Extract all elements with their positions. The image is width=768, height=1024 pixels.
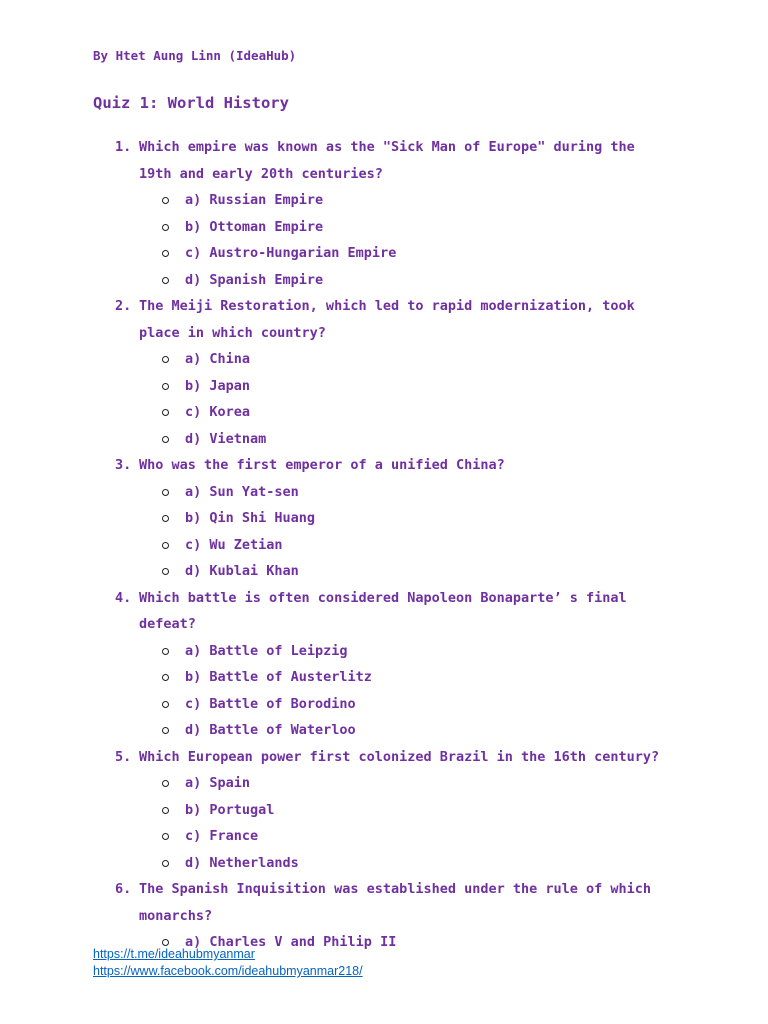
question-number: 1. <box>115 139 132 155</box>
option-list <box>0 770 768 876</box>
circle-bullet-icon <box>162 699 169 706</box>
question-2 <box>0 293 768 452</box>
option-item <box>0 214 768 241</box>
circle-bullet-icon <box>162 831 169 838</box>
option-item <box>0 770 768 797</box>
circle-bullet-icon <box>162 646 169 653</box>
circle-bullet-icon <box>162 275 169 282</box>
option-item <box>0 850 768 877</box>
option-text: d) Netherlands <box>185 854 299 871</box>
question-1 <box>0 134 768 293</box>
circle-bullet-icon <box>162 354 169 361</box>
question-text: Which empire was known as the "Sick Man of Europe" during the 19th and early 20th centuries? <box>139 139 635 182</box>
circle-bullet-icon <box>162 672 169 679</box>
option-text: d) Kublai Khan <box>185 563 299 579</box>
option-item <box>0 638 768 665</box>
circle-bullet-icon <box>162 195 169 202</box>
question-list <box>0 134 768 956</box>
option-text: c) Korea <box>185 404 251 420</box>
circle-bullet-icon <box>162 725 169 732</box>
circle-bullet-icon <box>162 487 169 494</box>
option-list <box>0 638 768 744</box>
option-item <box>0 797 768 824</box>
circle-bullet-icon <box>162 407 169 414</box>
question-number: 2. <box>115 298 132 314</box>
footer-links <box>93 946 363 980</box>
option-list <box>0 187 768 293</box>
question-text: Who was the first emperor of a unified China? <box>139 457 505 473</box>
option-text: a) China <box>185 351 251 367</box>
question-number: 4. <box>115 589 132 606</box>
telegram-link[interactable]: https://t.me/ideahubmyanmar <box>93 947 255 961</box>
option-list <box>0 346 768 452</box>
option-item <box>0 691 768 718</box>
option-item <box>0 823 768 850</box>
option-item <box>0 479 768 506</box>
option-item <box>0 240 768 267</box>
circle-bullet-icon <box>162 381 169 388</box>
option-text: b) Japan <box>185 377 251 394</box>
question-4 <box>0 585 768 744</box>
circle-bullet-icon <box>162 858 169 865</box>
quiz-title: Quiz 1: World History <box>93 94 289 112</box>
question-number: 3. <box>115 457 132 473</box>
option-text: c) France <box>185 828 259 844</box>
option-text: c) Battle of Borodino <box>185 695 356 712</box>
question-6 <box>0 876 768 956</box>
option-item <box>0 187 768 214</box>
question-text: The Meiji Restoration, which led to rapid modernization, took place in which country? <box>139 298 635 341</box>
circle-bullet-icon <box>162 222 169 229</box>
question-number: 6. <box>115 881 132 897</box>
option-text: b) Qin Shi Huang <box>185 510 316 526</box>
question-3 <box>0 452 768 585</box>
circle-bullet-icon <box>162 513 169 520</box>
option-item <box>0 426 768 453</box>
question-text: The Spanish Inquisition was established under the rule of which monarchs? <box>139 881 652 924</box>
option-text: b) Battle of Austerlitz <box>185 669 372 685</box>
option-text: a) Spain <box>185 775 251 791</box>
option-text: c) Austro-Hungarian Empire <box>185 245 397 261</box>
option-text: a) Sun Yat-sen <box>185 483 299 500</box>
option-item <box>0 505 768 532</box>
circle-bullet-icon <box>162 805 169 812</box>
option-text: b) Ottoman Empire <box>185 218 324 235</box>
option-item <box>0 373 768 400</box>
option-item <box>0 558 768 585</box>
option-item <box>0 346 768 373</box>
facebook-link[interactable]: https://www.facebook.com/ideahubmyanmar218/ <box>93 964 363 978</box>
option-text: d) Spanish Empire <box>185 271 324 288</box>
option-list <box>0 479 768 585</box>
option-item <box>0 717 768 744</box>
option-text: a) Russian Empire <box>185 192 324 208</box>
option-item <box>0 664 768 691</box>
circle-bullet-icon <box>162 937 169 944</box>
circle-bullet-icon <box>162 248 169 255</box>
option-item <box>0 267 768 294</box>
circle-bullet-icon <box>162 434 169 441</box>
circle-bullet-icon <box>162 566 169 573</box>
option-item <box>0 399 768 426</box>
author-line: By Htet Aung Linn (IdeaHub) <box>93 48 297 63</box>
option-item <box>0 532 768 559</box>
question-number: 5. <box>115 748 132 765</box>
circle-bullet-icon <box>162 778 169 785</box>
question-5 <box>0 744 768 877</box>
option-text: d) Vietnam <box>185 430 267 447</box>
question-text: Which European power first colonized Brazil in the 16th century? <box>139 748 660 765</box>
option-text: d) Battle of Waterloo <box>185 722 356 738</box>
option-text: c) Wu Zetian <box>185 536 283 553</box>
option-text: a) Charles V and Philip II <box>185 934 397 950</box>
question-text: Which battle is often considered Napoleon Bonaparte’ s final defeat? <box>139 589 627 632</box>
option-text: b) Portugal <box>185 801 275 818</box>
circle-bullet-icon <box>162 540 169 547</box>
option-text: a) Battle of Leipzig <box>185 642 348 659</box>
